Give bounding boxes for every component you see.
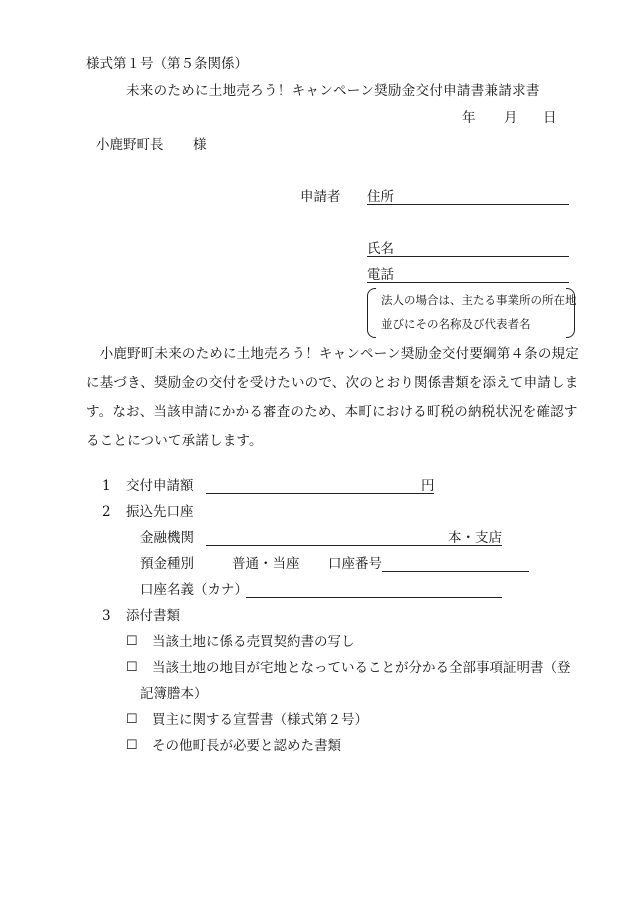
account-number-label: 口座番号 bbox=[328, 556, 382, 572]
corporate-note bbox=[367, 288, 575, 336]
date-month: 月 bbox=[504, 110, 518, 126]
addressee-name: 小鹿野町長 bbox=[96, 137, 164, 153]
bank-label: 金融機関 bbox=[140, 530, 194, 546]
doc-sales-contract: 当該土地に係る売買契約書の写し bbox=[152, 634, 355, 650]
account-type-label: 預金種別 bbox=[140, 556, 194, 572]
addressee-honorific: 様 bbox=[193, 137, 207, 153]
item-3-label: 添付書類 bbox=[126, 608, 180, 624]
item-1-number: 1 bbox=[102, 478, 111, 494]
name-field[interactable] bbox=[367, 256, 569, 257]
form-title: 未来のために土地売ろう！キャンペーン奨励金交付申請書兼請求書 bbox=[126, 83, 540, 99]
address-field[interactable] bbox=[367, 204, 569, 205]
note-line-2: 並びにその名称及び代表者名 bbox=[381, 317, 531, 331]
phone-label: 電話 bbox=[367, 267, 394, 283]
address-label: 住所 bbox=[367, 189, 394, 205]
doc-other-documents: その他町長が必要と認めた書類 bbox=[152, 738, 341, 754]
item-2-number: 2 bbox=[102, 504, 111, 520]
doc-buyer-oath: 買主に関する宣誓書（様式第２号） bbox=[152, 712, 368, 728]
checkbox-other-documents[interactable]: ☐ bbox=[126, 738, 138, 753]
date-day: 日 bbox=[543, 110, 557, 126]
note-line-1: 法人の場合は、主たる事業所の所在地 bbox=[381, 293, 577, 307]
item-2-label: 振込先口座 bbox=[126, 504, 194, 520]
requested-amount-field[interactable] bbox=[206, 493, 434, 494]
body-line: ることについて承諾します。 bbox=[86, 433, 263, 449]
form-number: 様式第１号（第５条関係） bbox=[86, 56, 248, 72]
name-label: 氏名 bbox=[367, 241, 394, 257]
yen-unit: 円 bbox=[421, 478, 435, 494]
doc-registry-certificate-cont: 記簿謄本） bbox=[140, 686, 208, 702]
item-3-number: 3 bbox=[102, 608, 111, 624]
account-number-field[interactable] bbox=[382, 571, 529, 572]
phone-field[interactable] bbox=[367, 282, 569, 283]
checkbox-buyer-oath[interactable]: ☐ bbox=[126, 712, 138, 727]
body-line: す。なお、当該申請にかかる審査のため、本町における町税の納税状況を確認す bbox=[86, 404, 578, 420]
item-1-label: 交付申請額 bbox=[126, 478, 194, 494]
body-line: に基づき、奨励金の交付を受けたいので、次のとおり関係書類を添えて申請しま bbox=[86, 375, 579, 391]
body-line: 小鹿野町未来のために土地売ろう！キャンペーン奨励金交付要綱第４条の規定 bbox=[86, 346, 579, 362]
note-left-bracket bbox=[367, 288, 376, 338]
branch-label: 本・支店 bbox=[448, 530, 502, 546]
date-year: 年 bbox=[462, 110, 476, 126]
account-holder-label: 口座名義（カナ） bbox=[140, 582, 248, 598]
checkbox-registry-certificate[interactable]: ☐ bbox=[126, 660, 138, 675]
account-type-options[interactable]: 普通・当座 bbox=[232, 556, 300, 572]
doc-registry-certificate: 当該土地の地目が宅地となっていることが分かる全部事項証明書（登 bbox=[152, 660, 571, 676]
checkbox-sales-contract[interactable]: ☐ bbox=[126, 634, 138, 649]
body-paragraph bbox=[86, 340, 582, 456]
account-holder-field[interactable] bbox=[246, 597, 502, 598]
applicant-label: 申請者 bbox=[300, 189, 341, 205]
